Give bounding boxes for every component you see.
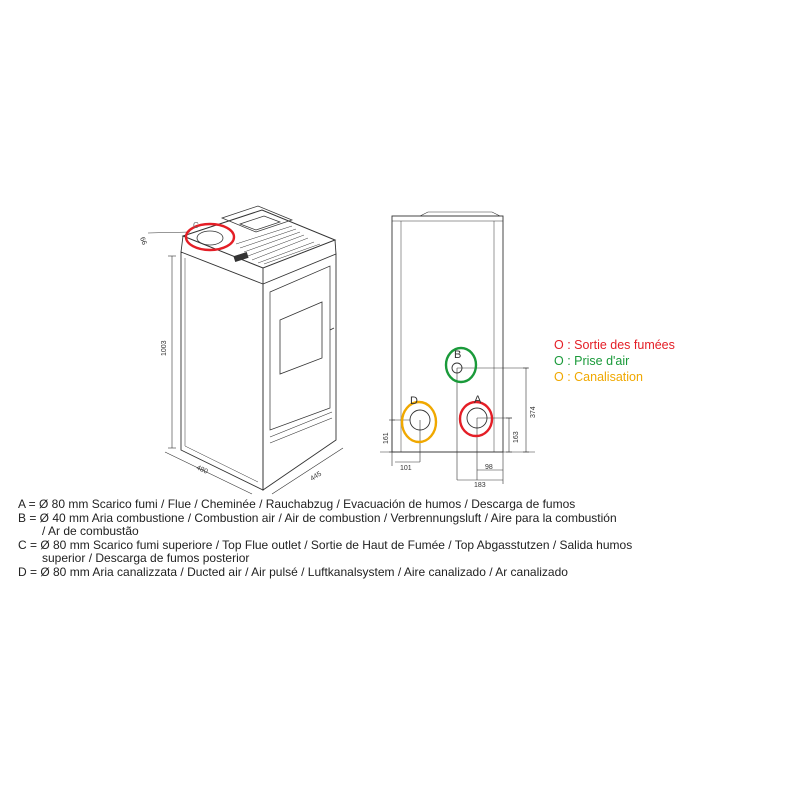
legend-flue-outlet: O : Sortie des fumées: [554, 338, 675, 352]
dim-b-offset: 183: [474, 482, 486, 489]
dim-height: 1003: [161, 340, 168, 356]
dim-width: 445: [309, 470, 323, 483]
label-b: B: [454, 349, 462, 361]
description-a: A = Ø 80 mm Scarico fumi / Flue / Cheminée / Rauchabzug / Evacuación de humos / Descarga de fumos: [18, 497, 576, 511]
stove-front-face: [263, 254, 336, 490]
description-b-continued: / Ar de combustão: [42, 524, 139, 538]
stove-top-grill: [236, 226, 320, 264]
dim-top-offset: 66: [138, 236, 148, 247]
dim-d-height: 161: [383, 432, 390, 444]
stove-left-face: [181, 252, 263, 490]
legend-air-intake: O : Prise d'air: [554, 354, 630, 368]
stove-perspective-view: [148, 206, 343, 494]
description-c-continued: superior / Descarga de fumos posterior: [42, 551, 250, 565]
color-legend: [554, 337, 675, 385]
dim-depth: 480: [195, 464, 209, 476]
label-a: A: [474, 394, 482, 406]
connection-descriptions: [18, 498, 788, 579]
dim-a-offset: 98: [485, 464, 493, 471]
dim-d-offset: 101: [400, 465, 412, 472]
stove-glass-window: [280, 302, 322, 374]
rear-outline: [392, 216, 503, 452]
highlight-yellow-outlet-d: [402, 402, 436, 442]
legend-ducting: O : Canalisation: [554, 370, 643, 384]
label-c: C: [193, 221, 199, 230]
description-b: B = Ø 40 mm Aria combustione / Combustion air / Air de combustion / Verbrennungsluft / Aire para la combustión: [18, 510, 617, 525]
dim-a-height: 163: [513, 431, 520, 443]
stove-door: [270, 266, 330, 430]
stove-top-face: [183, 210, 335, 268]
dim-b-height: 374: [530, 406, 537, 418]
stove-hopper-lid: [222, 206, 292, 232]
description-d: D = Ø 80 mm Aria canalizzata / Ducted air / Air pulsé / Luftkanalsystem / Aire canalizado / Ar canalizado: [18, 564, 568, 579]
label-d: D: [410, 395, 418, 407]
description-c: C = Ø 80 mm Scarico fumi superiore / Top Flue outlet / Sortie de Haut de Fumée / Top Abgasstutzen / Salida humos: [18, 537, 633, 552]
top-flue-outlet: [197, 231, 223, 245]
